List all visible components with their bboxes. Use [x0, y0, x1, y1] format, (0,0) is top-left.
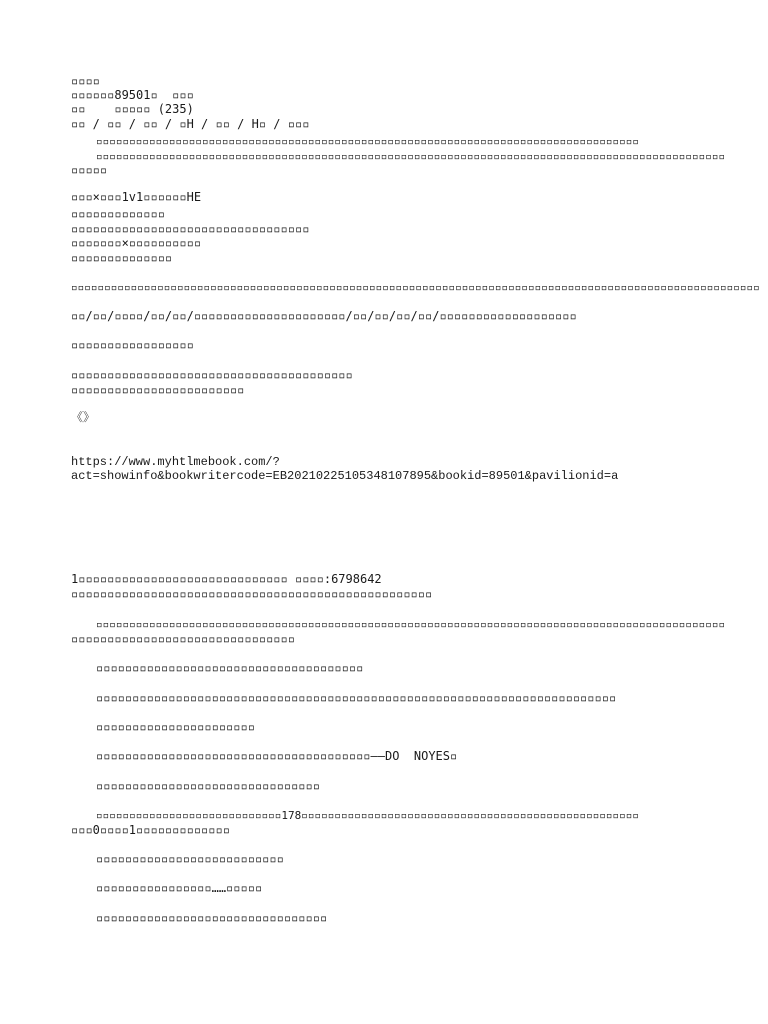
chapter-paragraph-6: ▫▫▫▫▫▫▫▫▫▫▫▫▫▫▫▫▫▫▫▫▫▫▫▫▫▫▫▫▫▫▫: [96, 779, 320, 793]
header-line-1: ▫▫▫▫: [71, 74, 100, 88]
chapter-count-line: ▫▫ ▫▫▫▫▫ (235): [71, 102, 194, 116]
note-line-1: ▫▫▫▫▫▫▫▫▫▫▫▫▫▫▫▫▫▫▫▫▫▫▫▫▫▫▫▫▫▫▫▫▫▫▫▫▫▫▫: [71, 368, 353, 382]
info-line-1: ▫▫▫×▫▫▫1v1▫▫▫▫▫▫HE: [71, 190, 202, 204]
info-line-4: ▫▫▫▫▫▫▫×▫▫▫▫▫▫▫▫▫▫: [71, 236, 202, 250]
chapter-heading: 1▫▫▫▫▫▫▫▫▫▫▫▫▫▫▫▫▫▫▫▫▫▫▫▫▫▫▫▫▫ ▫▫▫▫:6798642: [71, 572, 382, 586]
chapter-paragraph-7-cont: ▫▫▫0▫▫▫▫1▫▫▫▫▫▫▫▫▫▫▫▫▫: [71, 823, 230, 837]
breadcrumb: ▫▫ / ▫▫ / ▫▫ / ▫H / ▫▫ / H▫ / ▫▫▫: [71, 117, 310, 131]
intro-paragraph-2: ▫▫▫▫▫▫▫▫▫▫▫▫▫▫▫▫▫▫▫▫▫▫▫▫▫▫▫▫▫▫▫▫▫▫▫▫▫▫▫▫▫▫▫▫▫▫▫▫▫▫▫▫▫▫▫▫▫▫▫▫▫▫▫▫▫▫▫▫▫▫▫▫▫▫▫▫▫▫▫▫▫▫▫▫▫▫▫▫▫▫▫▫▫▫▫: [96, 150, 726, 163]
intro-paragraph-2-cont: ▫▫▫▫▫: [71, 163, 108, 177]
chapter-paragraph-5: ▫▫▫▫▫▫▫▫▫▫▫▫▫▫▫▫▫▫▫▫▫▫▫▫▫▫▫▫▫▫▫▫▫▫▫▫▫▫——DO NOYES▫: [96, 749, 458, 763]
info-line-2: ▫▫▫▫▫▫▫▫▫▫▫▫▫: [71, 207, 165, 221]
chapter-paragraph-4: ▫▫▫▫▫▫▫▫▫▫▫▫▫▫▫▫▫▫▫▫▫▫: [96, 720, 255, 734]
quote-marks: 《》: [71, 410, 96, 424]
info-line-5: ▫▫▫▫▫▫▫▫▫▫▫▫▫▫: [71, 251, 173, 265]
info-line-3: ▫▫▫▫▫▫▫▫▫▫▫▫▫▫▫▫▫▫▫▫▫▫▫▫▫▫▫▫▫▫▫▫▫: [71, 222, 310, 236]
chapter-paragraph-3: ▫▫▫▫▫▫▫▫▫▫▫▫▫▫▫▫▫▫▫▫▫▫▫▫▫▫▫▫▫▫▫▫▫▫▫▫▫▫▫▫▫▫▫▫▫▫▫▫▫▫▫▫▫▫▫▫▫▫▫▫▫▫▫▫▫▫▫▫▫▫▫▫: [96, 691, 617, 705]
source-link-line-2[interactable]: act=showinfo&bookwritercode=EB20210225105348107895&bookid=89501&pavilionid=a: [71, 469, 619, 483]
chapter-paragraph-1: ▫▫▫▫▫▫▫▫▫▫▫▫▫▫▫▫▫▫▫▫▫▫▫▫▫▫▫▫▫▫▫▫▫▫▫▫▫▫▫▫▫▫▫▫▫▫▫▫▫▫▫▫▫▫▫▫▫▫▫▫▫▫▫▫▫▫▫▫▫▫▫▫▫▫▫▫▫▫▫▫▫▫▫▫▫▫▫▫▫▫▫▫▫▫▫: [96, 618, 726, 631]
chapter-paragraph-7: ▫▫▫▫▫▫▫▫▫▫▫▫▫▫▫▫▫▫▫▫▫▫▫▫▫▫▫▫178▫▫▫▫▫▫▫▫▫▫▫▫▫▫▫▫▫▫▫▫▫▫▫▫▫▫▫▫▫▫▫▫▫▫▫▫▫▫▫▫▫▫▫▫▫▫▫▫▫▫▫: [96, 809, 640, 822]
note-line-2: ▫▫▫▫▫▫▫▫▫▫▫▫▫▫▫▫▫▫▫▫▫▫▫▫: [71, 383, 245, 397]
chapter-paragraph-2: ▫▫▫▫▫▫▫▫▫▫▫▫▫▫▫▫▫▫▫▫▫▫▫▫▫▫▫▫▫▫▫▫▫▫▫▫▫: [96, 661, 364, 675]
tag-list: ▫▫/▫▫/▫▫▫▫/▫▫/▫▫/▫▫▫▫▫▫▫▫▫▫▫▫▫▫▫▫▫▫▫▫▫/▫▫/▫▫/▫▫/▫▫/▫▫▫▫▫▫▫▫▫▫▫▫▫▫▫▫▫▫▫: [71, 309, 577, 323]
chapter-paragraph-1-cont: ▫▫▫▫▫▫▫▫▫▫▫▫▫▫▫▫▫▫▫▫▫▫▫▫▫▫▫▫▫▫▫: [71, 632, 295, 646]
long-line: ▫▫▫▫▫▫▫▫▫▫▫▫▫▫▫▫▫▫▫▫▫▫▫▫▫▫▫▫▫▫▫▫▫▫▫▫▫▫▫▫▫▫▫▫▫▫▫▫▫▫▫▫▫▫▫▫▫▫▫▫▫▫▫▫▫▫▫▫▫▫▫▫▫▫▫▫▫▫▫▫▫▫▫▫▫▫▫▫▫▫▫▫▫▫▫▫▫▫▫▫▫▫▫▫: [71, 281, 760, 294]
short-line: ▫▫▫▫▫▫▫▫▫▫▫▫▫▫▫▫▫: [71, 338, 194, 352]
book-id-line: ▫▫▫▫▫▫89501▫ ▫▫▫: [71, 88, 194, 102]
intro-paragraph-1: ▫▫▫▫▫▫▫▫▫▫▫▫▫▫▫▫▫▫▫▫▫▫▫▫▫▫▫▫▫▫▫▫▫▫▫▫▫▫▫▫▫▫▫▫▫▫▫▫▫▫▫▫▫▫▫▫▫▫▫▫▫▫▫▫▫▫▫▫▫▫▫▫▫▫▫▫▫▫▫▫▫▫: [96, 135, 640, 148]
chapter-paragraph-8: ▫▫▫▫▫▫▫▫▫▫▫▫▫▫▫▫▫▫▫▫▫▫▫▫▫▫: [96, 852, 284, 866]
chapter-paragraph-10: ▫▫▫▫▫▫▫▫▫▫▫▫▫▫▫▫▫▫▫▫▫▫▫▫▫▫▫▫▫▫▫▫: [96, 911, 328, 925]
chapter-paragraph-9: ▫▫▫▫▫▫▫▫▫▫▫▫▫▫▫▫……▫▫▫▫▫: [96, 881, 263, 895]
chapter-subline: ▫▫▫▫▫▫▫▫▫▫▫▫▫▫▫▫▫▫▫▫▫▫▫▫▫▫▫▫▫▫▫▫▫▫▫▫▫▫▫▫▫▫▫▫▫▫▫▫▫▫: [71, 587, 433, 601]
source-link-line-1[interactable]: https://www.myhtlmebook.com/?: [71, 455, 280, 469]
